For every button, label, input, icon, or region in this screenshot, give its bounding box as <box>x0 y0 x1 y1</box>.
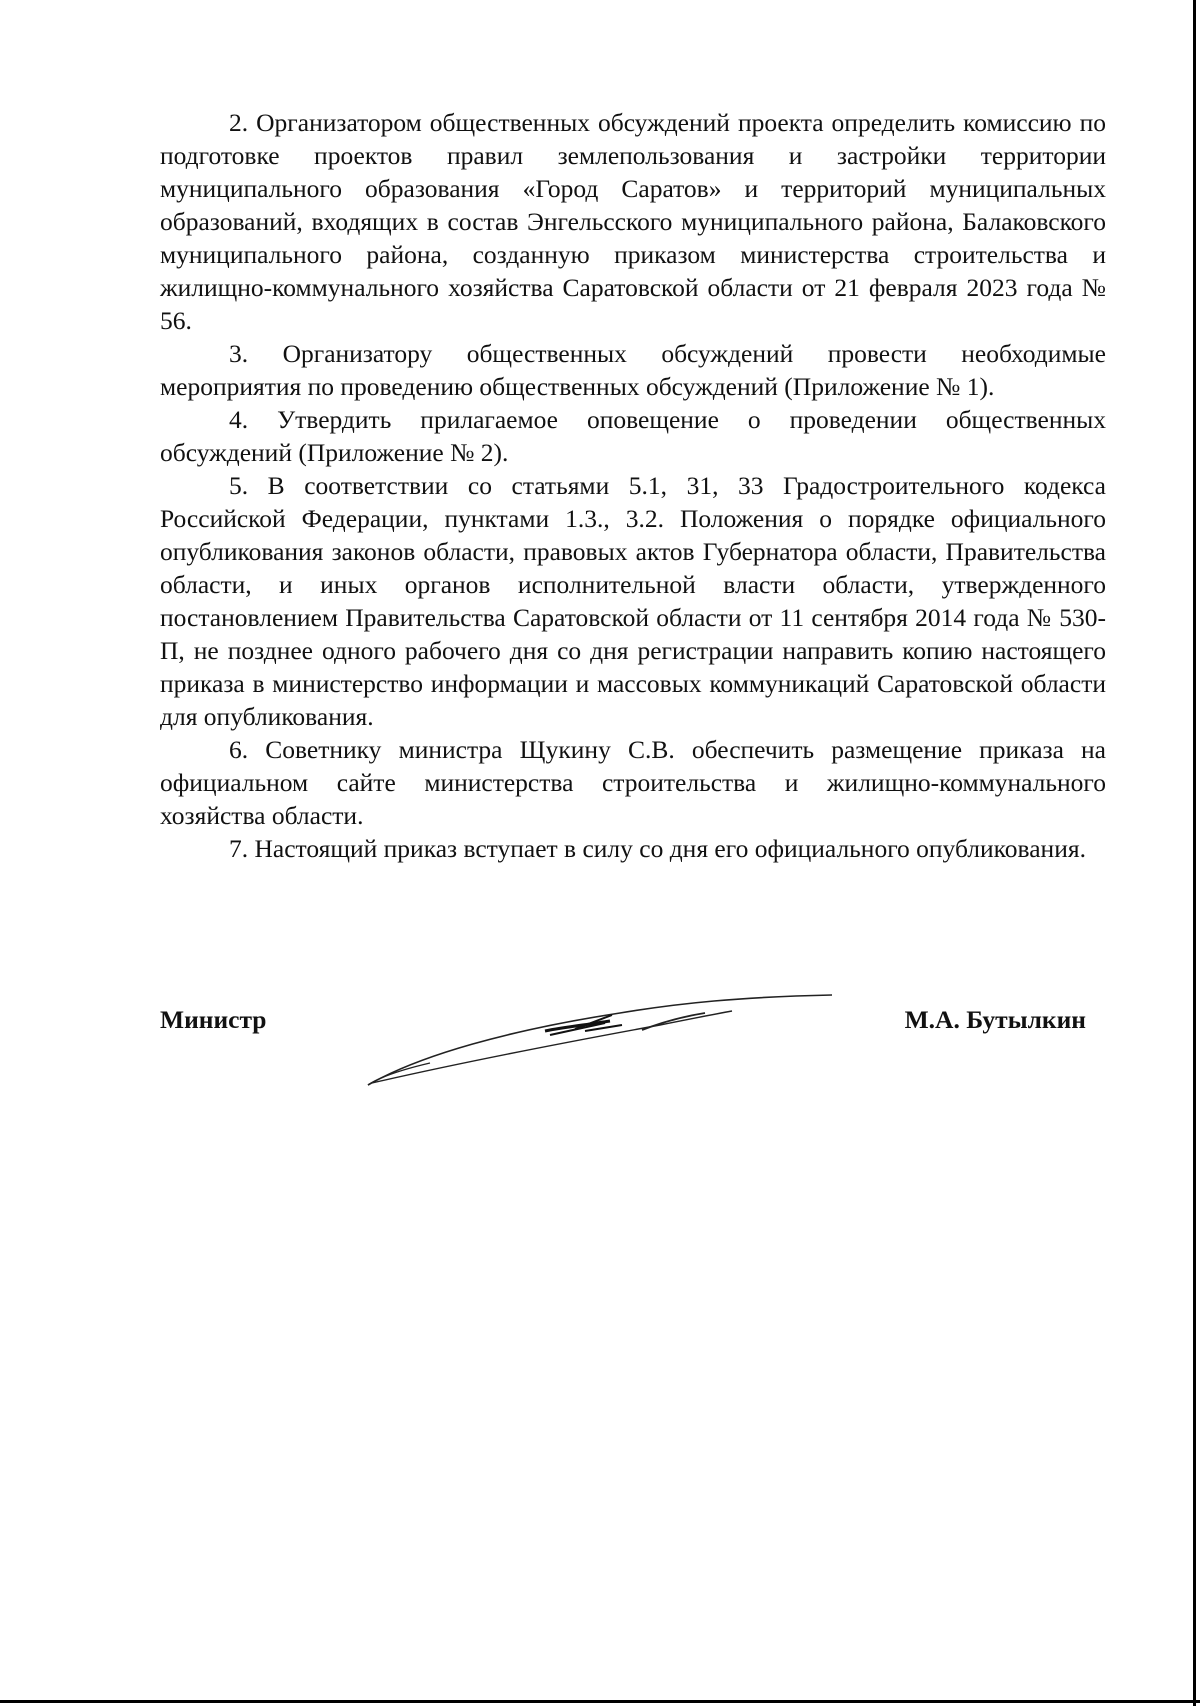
paragraph-2: 2. Организатором общественных обсуждений проекта определить комиссию по подготовке проектов правил землепользования и застройки территории муниципального образования «Город Саратов» и территорий муниципальных образований, входящих в состав Энгельсского муниципального района, Балаковского муниципального района, созданную приказом министерства строительства и жилищно-коммунального хозяйства Саратовской области от 21 февраля 2023 года № 56. <box>160 108 1106 335</box>
signature-block <box>160 1005 1106 1045</box>
document-body <box>160 106 1106 865</box>
scan-edge-bottom <box>0 1700 1200 1703</box>
scan-edge-right <box>1193 0 1196 1706</box>
paragraph-4: 4. Утвердить прилагаемое оповещение о проведении общественных обсуждений (Приложение № 2). <box>160 405 1106 467</box>
paragraph-3: 3. Организатору общественных обсуждений провести необходимые мероприятия по проведению общественных обсуждений (Приложение № 1). <box>160 339 1106 401</box>
paragraph-5: 5. В соответствии со статьями 5.1, 31, 33 Градостроительного кодекса Российской Федерации, пунктами 1.3., 3.2. Положения о порядке официального опубликования законов области, правовых актов Губернатора области, Правительства области, и иных органов исполнительной власти области, утвержденного постановлением Правительства Саратовской области от 11 сентября 2014 года № 530-П, не позднее одного рабочего дня со дня регистрации направить копию настоящего приказа в министерство информации и массовых коммуникаций Саратовской области для опубликования. <box>160 471 1106 731</box>
signatory-name: М.А. Бутылкин <box>904 1005 1086 1034</box>
paragraph-6: 6. Советнику министра Щукину С.В. обеспечить размещение приказа на официальном сайте министерства строительства и жилищно-коммунального хозяйства области. <box>160 735 1106 830</box>
signatory-title: Министр <box>160 1005 267 1034</box>
paragraph-7: 7. Настоящий приказ вступает в силу со дня его официального опубликования. <box>229 834 1086 863</box>
